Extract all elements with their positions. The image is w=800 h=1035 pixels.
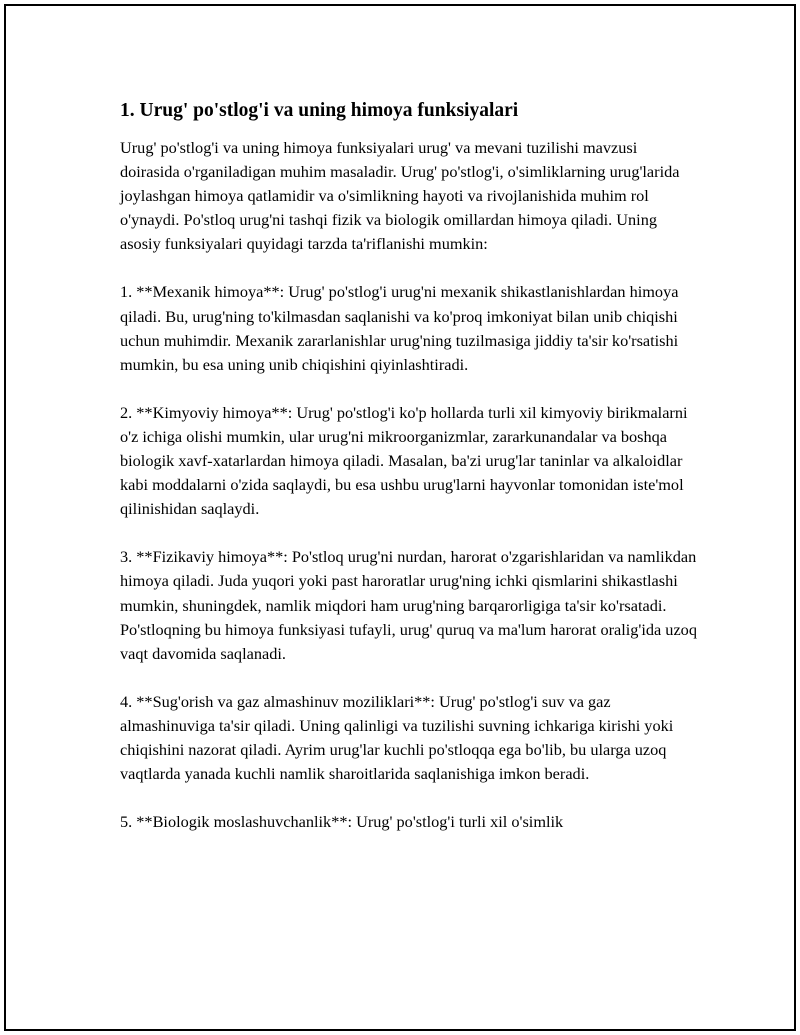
paragraph-mechanical-protection: 1. **Mexanik himoya**: Urug' po'stlog'i urug'ni mexanik shikastlanishlardan himoya qiladi. Bu, urug'ning to'kilmasdan saqlanishi va ko'proq imkoniyat bilan unib chiqishi uchun muhimdir. Mexanik zararlanishlar urug'ning tuzilmasiga jiddiy ta'sir ko'rsatishi mumkin, bu esa uning unib chiqishini qiyinlashtiradi. — [120, 282, 679, 374]
paragraph-physical-protection: 3. **Fizikaviy himoya**: Po'stloq urug'ni nurdan, harorat o'zgarishlaridan va namlikdan himoya qiladi. Juda yuqori yoki past haroratlar urug'ning ichki qismlarini shikastlashi mumkin, shuningdek, namlik miqdori ham urug'ning barqarorligiga ta'sir ko'rsatadi. Po'stloqning bu himoya funksiyasi tufayli, urug' quruq va ma'lum harorat oralig'ida uzoq vaqt davomida saqlanadi. — [120, 547, 697, 663]
paragraph-biological-adaptability: 5. **Biologik moslashuvchanlik**: Urug' po'stlog'i turli xil o'simlik — [120, 812, 564, 832]
document-content — [120, 98, 700, 858]
document-title: 1. Urug' po'stlog'i va uning himoya funksiyalari — [120, 100, 519, 121]
paragraph-chemical-protection: 2. **Kimyoviy himoya**: Urug' po'stlog'i ko'p hollarda turli xil kimyoviy birikmalarni o'z ichiga olishi mumkin, ular urug'ni mikroorganizmlar, zararkunandalar va boshqa biologik xavf-xatarlardan himoya qiladi. Masalan, ba'zi urug'lar taninlar va alkaloidlar kabi moddalarni o'zida saqlaydi, bu esa ushbu urug'larni hayvonlar tomonidan iste'mol qilinishidan saqlaydi. — [120, 402, 688, 519]
document-page — [4, 4, 796, 1031]
paragraph-water-gas-exchange: 4. **Sug'orish va gaz almashinuv moziliklari**: Urug' po'stlog'i suv va gaz almashinuviga ta'sir qiladi. Uning qalinligi va tuzilishi suvning ichkariga kirishi yoki chiqishini nazorat qiladi. Ayrim urug'lar kuchli po'stloqqa ega bo'lib, bu ularga uzoq vaqtlarda yanada kuchli namlik sharoitlarida saqlanishiga imkon beradi. — [120, 691, 674, 784]
intro-paragraph: Urug' po'stlog'i va uning himoya funksiyalari urug' va mevani tuzilishi mavzusi doirasida o'rganiladigan muhim masaladir. Urug' po'stlog'i, o'simliklarning urug'larida joylashgan himoya qatlamidir va o'simlikning hayoti va rivojlanishida muhim rol o'ynaydi. Po'stloq urug'ni tashqi fizik va biologik omillardan himoya qiladi. Uning asosiy funksiyalari quyidagi tarzda ta'riflanishi mumkin: — [120, 138, 680, 254]
